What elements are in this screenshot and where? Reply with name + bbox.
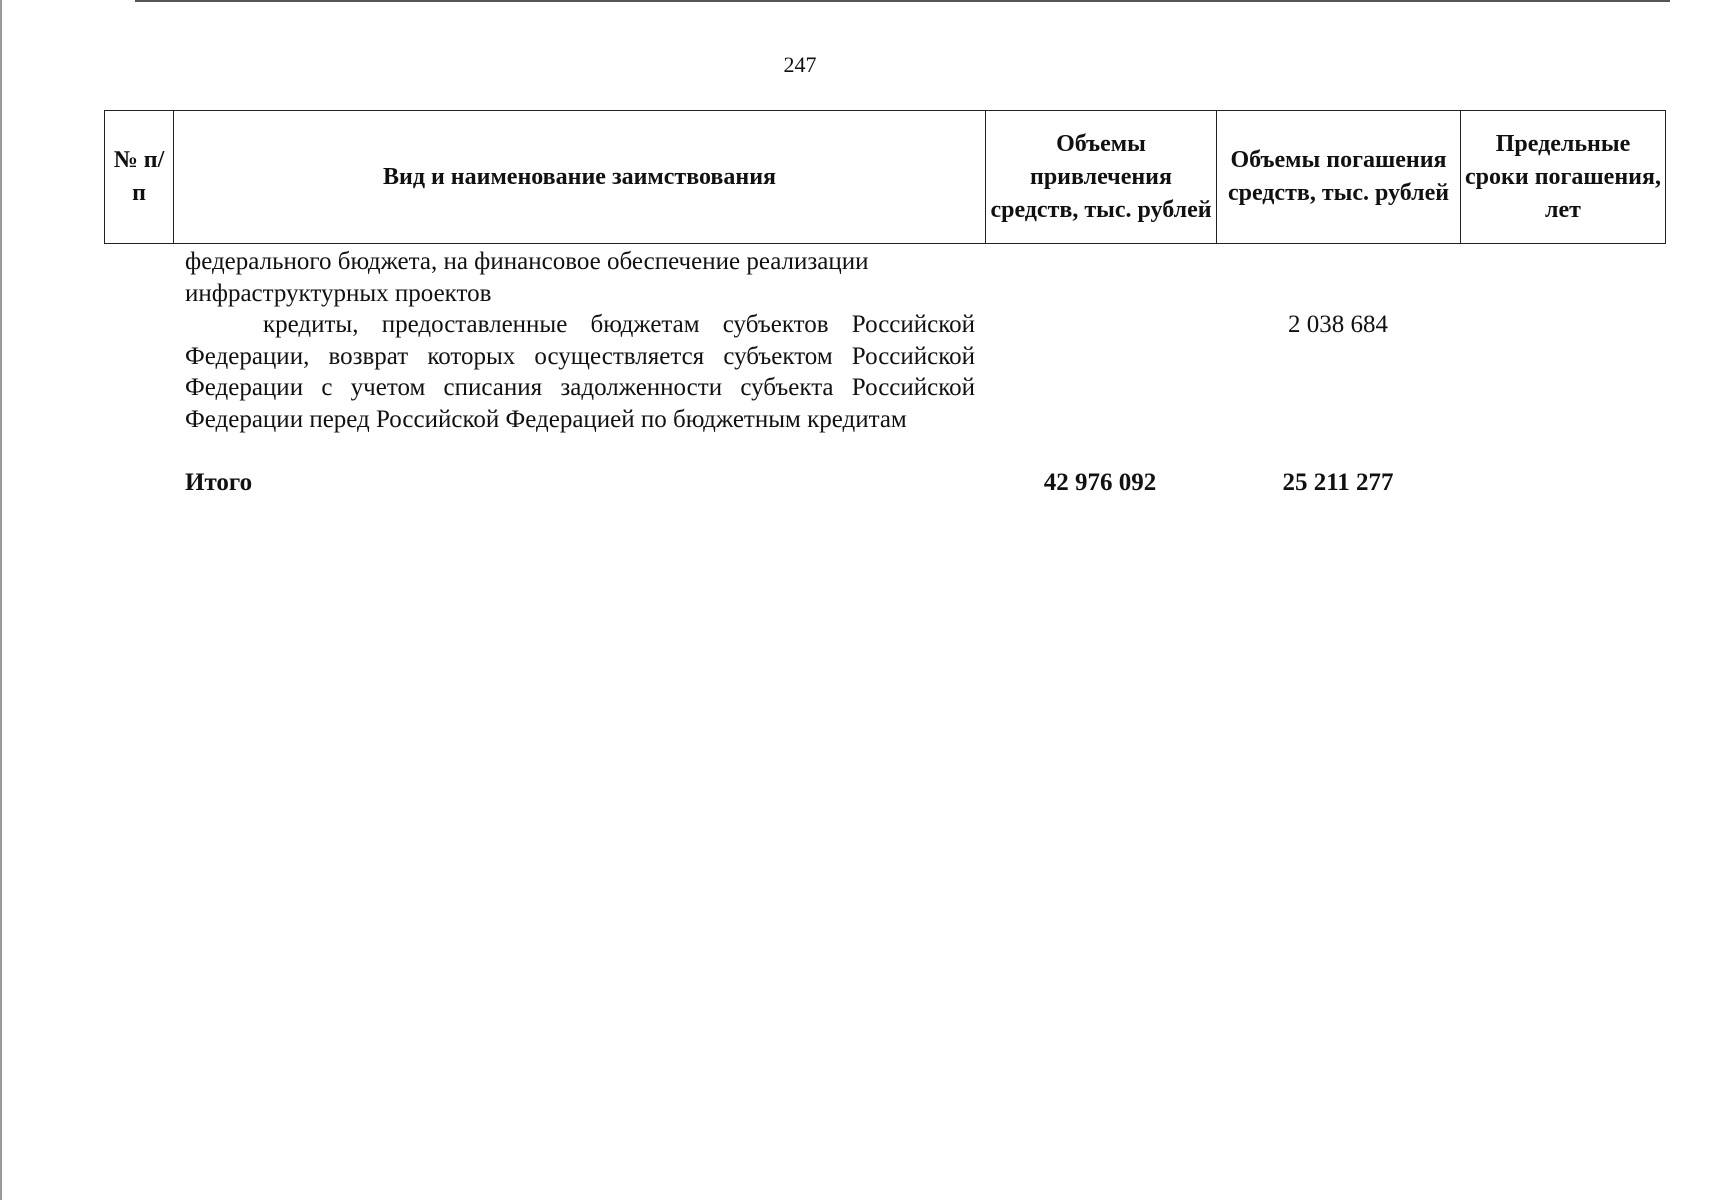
total-label: Итого (185, 469, 253, 496)
credit-row-repayment: 2 038 684 (1288, 311, 1388, 338)
total-repayment: 25 211 277 (1282, 469, 1394, 496)
left-scan-edge (0, 0, 2, 1200)
page-number: 247 (783, 52, 817, 77)
credit-row-text: кредиты, предоставленные бюджетам субъектов Российской Федерации, возврат которых осуществляется субъектом Российской Федерации с учетом списания задолженности субъекта Российской Федерации перед Российской Федерацией по бюджетным кредитам (185, 311, 975, 433)
header-number: № п/п (105, 111, 174, 244)
top-border-line (135, 0, 1670, 2)
total-attraction: 42 976 092 (1043, 469, 1157, 496)
header-borrowing-name: Вид и наименование заимствования (174, 111, 986, 244)
header-attraction-volume: Объемы привлечения средств, тыс. рублей (986, 111, 1217, 244)
header-row (105, 111, 1666, 244)
continuation-text: федерального бюджета, на финансовое обеспечение реализации инфраструктурных проектов (185, 248, 869, 307)
header-repayment-volume: Объемы погашения средств, тыс. рублей (1217, 111, 1461, 244)
borrowings-table-header (104, 110, 1666, 244)
header-repayment-term: Предельные сроки погашения, лет (1461, 111, 1666, 244)
